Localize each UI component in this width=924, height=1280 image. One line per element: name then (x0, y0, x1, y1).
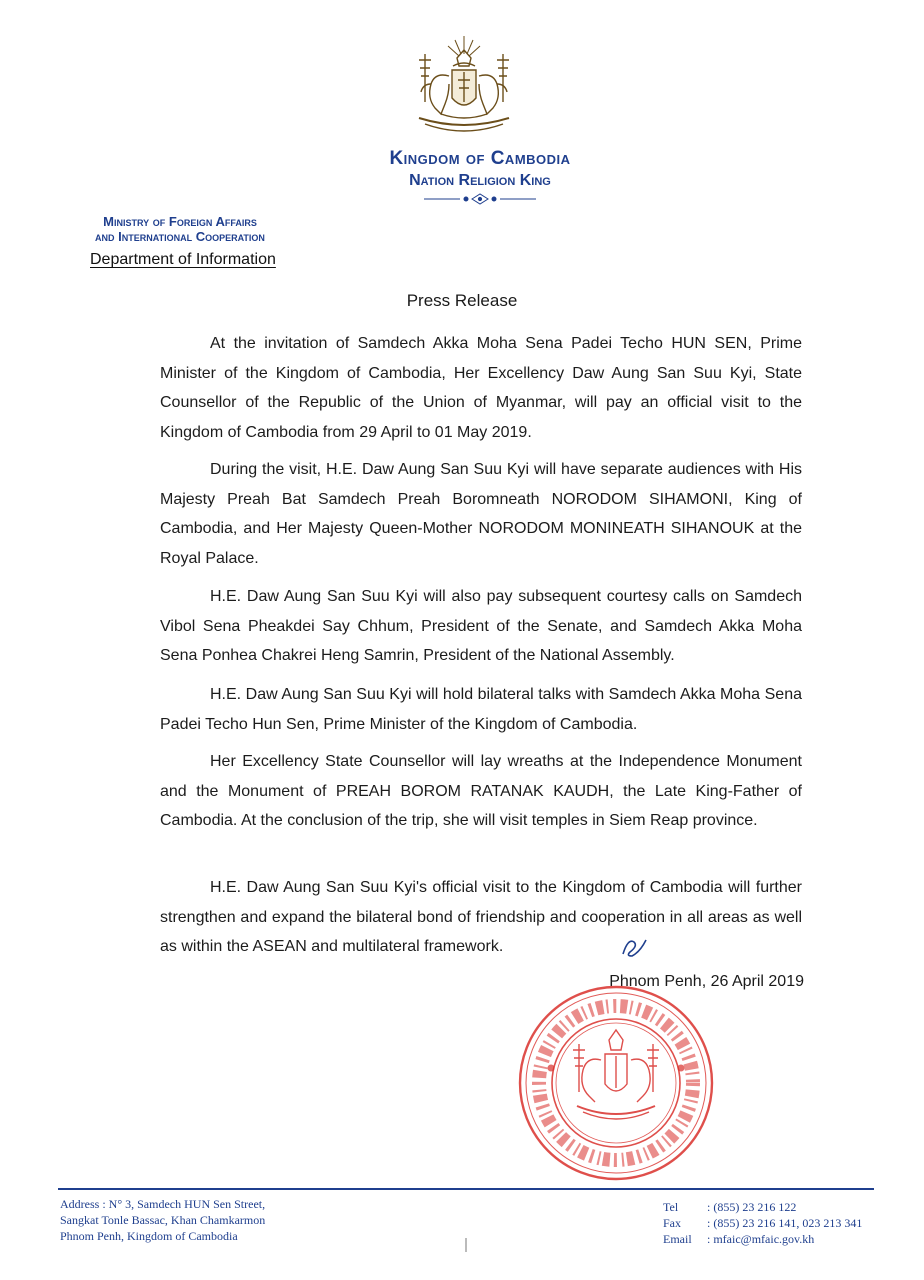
tel-label: Tel (663, 1200, 679, 1214)
ministry-seal-icon (517, 984, 715, 1182)
footer-contact (663, 1199, 903, 1247)
national-motto: Nation Religion King (409, 172, 551, 189)
fold-mark (465, 1238, 467, 1252)
address-line-1: Address : N° 3, Samdech HUN Sen Street, (60, 1197, 266, 1211)
email-value[interactable]: : mfaic@mfaic.gov.kh (707, 1232, 815, 1246)
document-title: Press Release (406, 291, 518, 310)
address-line-3: Phnom Penh, Kingdom of Cambodia (60, 1229, 238, 1243)
dateline: Phnom Penh, 26 April 2019 (609, 973, 804, 990)
initial-signature-mark-icon (620, 934, 648, 960)
fax-row (663, 1215, 903, 1231)
paragraph-invitation: At the invitation of Samdech Akka Moha Sena Padei Techo HUN SEN, Prime Minister of the Kingdom of Cambodia, Her Excellency Daw Aung San Suu Kyi, State Counsellor of the Republic of the Union of Myanmar, will pay an official visit to the Kingdom of Cambodia from 29 April to 01 May 2019. (160, 335, 802, 441)
paragraph-conclusion: H.E. Daw Aung San Suu Kyi's official visit to the Kingdom of Cambodia will further strengthen and expand the bilateral bond of friendship and cooperation in all areas as well as within the ASEAN and multilateral framework. (160, 879, 802, 955)
email-row (663, 1231, 903, 1247)
paragraph-courtesy-calls: H.E. Daw Aung San Suu Kyi will also pay subsequent courtesy calls on Samdech Vibol Sena Pheakdei Say Chhum, President of the Senate, and Samdech Akka Moha Sena Ponhea Chakrei Heng Samrin, President of the National Assembly. (160, 588, 802, 664)
fax-label: Fax (663, 1216, 681, 1230)
paragraph-wreath-laying: Her Excellency State Counsellor will lay wreaths at the Independence Monument and the Monument of PREAH BOROM RATANAK KAUDH, the Late King-Father of Cambodia. At the conclusion of the trip, she will visit temples in Siem Reap province. (160, 753, 802, 829)
email-label: Email (663, 1232, 692, 1246)
royal-arms-emblem-icon (405, 32, 523, 142)
department-name: Department of Information (90, 251, 276, 268)
paragraph-royal-audiences: During the visit, H.E. Daw Aung San Suu Kyi will have separate audiences with His Majesty Preah Bat Samdech Preah Boromneath NORODOM SIHAMONI, King of Cambodia, and Her Majesty Queen-Mother NORODOM MONINEATH SIHANOUK at the Royal Palace. (160, 461, 802, 567)
ministry-name-line1: Ministry of Foreign Affairs (103, 214, 257, 229)
tel-value: : (855) 23 216 122 (707, 1200, 797, 1214)
address-line-2: Sangkat Tonle Bassac, Khan Chamkarmon (60, 1213, 266, 1227)
footer-divider (58, 1188, 874, 1190)
ministry-name-line2: and International Cooperation (95, 229, 265, 244)
fax-value: : (855) 23 216 141, 023 213 341 (707, 1216, 863, 1230)
country-name-heading: Kingdom of Cambodia (389, 148, 571, 169)
paragraph-bilateral-talks: H.E. Daw Aung San Suu Kyi will hold bilateral talks with Samdech Akka Moha Sena Padei Techo Hun Sen, Prime Minister of the Kingdom of Cambodia. (160, 686, 802, 733)
tel-row (663, 1199, 903, 1215)
decorative-divider-icon (420, 193, 540, 205)
footer-address (60, 1196, 380, 1244)
